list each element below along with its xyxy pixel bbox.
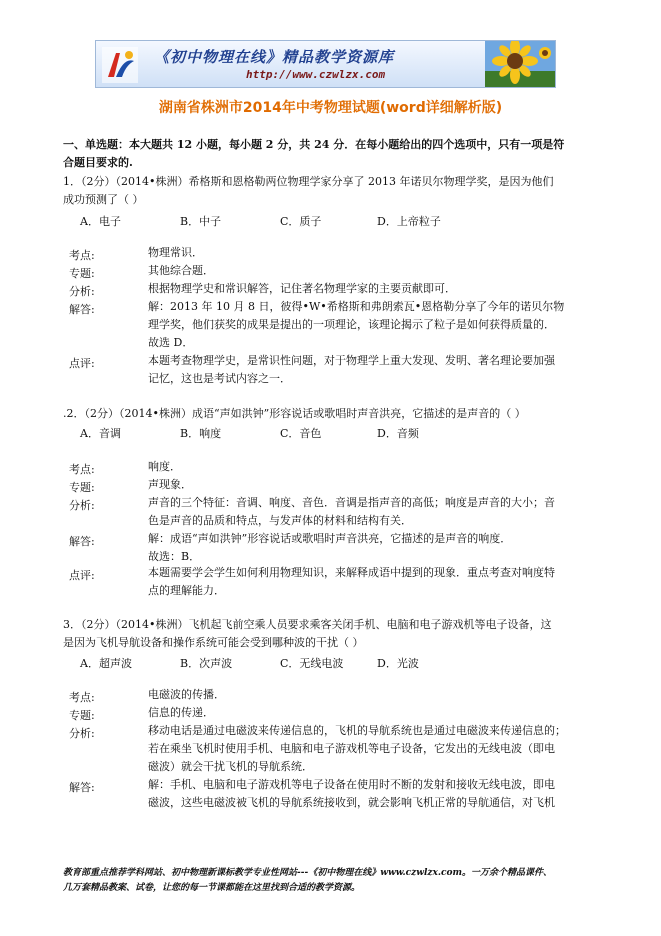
q1-option-d: D．上帝粒子	[377, 215, 441, 228]
q3-zhuanti-label: 专题:	[69, 709, 95, 722]
header-banner	[95, 40, 556, 88]
q3-zhuanti: 信息的传递．	[148, 706, 214, 719]
q2-option-c: C．音色	[280, 427, 322, 440]
q3-option-c: C．无线电波	[280, 657, 344, 670]
q1-fenxi-label: 分析:	[69, 285, 95, 298]
q1-jieda-line2: 理学奖，他们获奖的成果是提出的一项理论，该理论揭示了粒子是如何获得质量的．	[148, 318, 555, 331]
q2-dianping-label: 点评:	[69, 569, 95, 582]
q2-fenxi-line1: 声音的三个特征：音调、响度、音色．音调是指声音的高低；响度是声音的大小；音	[148, 496, 555, 509]
q1-zhuanti-label: 专题:	[69, 267, 95, 280]
footer-line2: 几万套精品教案、试卷，让您的每一节课都能在这里找到合适的教学资源。	[63, 883, 361, 893]
q1-zhuanti: 其他综合题．	[148, 264, 214, 277]
site-logo-icon	[102, 47, 138, 83]
q1-jieda-line1: 解：2013 年 10 月 8 日，彼得•W•希格斯和弗朗索瓦•恩格勒分享了今年的诺贝尔物	[148, 300, 565, 313]
q1-jieda-line3: 故选 D．	[148, 336, 194, 349]
q2-zhuanti: 声现象．	[148, 478, 192, 491]
q2-option-a: A．音调	[80, 427, 121, 440]
q3-jieda-line1: 解：手机、电脑和电子游戏机等电子设备在使用时不断的发射和接收无线电波，即电	[148, 778, 555, 791]
q2-kaodian: 响度．	[148, 460, 181, 473]
q2-fenxi-line2: 色是声音的品质和特点，与发声体的材料和结构有关．	[148, 514, 412, 527]
q1-kaodian: 物理常识．	[148, 246, 203, 259]
q3-fenxi-line2: 若在乘坐飞机时使用手机、电脑和电子游戏机等电子设备，它发出的无线电波（即电	[148, 742, 555, 755]
q1-stem-line1: 1．（2分）（2014•株洲）希格斯和恩格勒两位物理学家分享了 2013 年诺贝尔物理学奖，是因为他们	[63, 175, 554, 188]
q3-jieda-label: 解答:	[69, 781, 95, 794]
q3-stem-line1: 3．（2分）（2014•株洲）飞机起飞前空乘人员要求乘客关闭手机、电脑和电子游戏机等电子设备，这	[63, 618, 552, 631]
q3-option-d: D．光波	[377, 657, 419, 670]
q2-zhuanti-label: 专题:	[69, 481, 95, 494]
page-footer	[63, 866, 552, 896]
q2-dianping-line1: 本题需要学会学生如何利用物理知识，来解释成语中提到的现象．重点考查对响度特	[148, 566, 555, 579]
q2-option-b: B．响度	[180, 427, 222, 440]
q2-fenxi-label: 分析:	[69, 499, 95, 512]
q2-kaodian-label: 考点:	[69, 463, 95, 476]
q2-dianping-line2: 点的理解能力．	[148, 584, 225, 597]
q3-stem-line2: 是因为飞机导航设备和操作系统可能会受到哪种波的干扰（ ）	[63, 636, 364, 649]
q3-kaodian: 电磁波的传播．	[148, 688, 225, 701]
q1-kaodian-label: 考点:	[69, 249, 95, 262]
sunflower-icon	[485, 41, 555, 87]
q2-jieda-label: 解答:	[69, 535, 95, 548]
q2-jieda-line1: 解：成语“声如洪钟”形容说话或歌唱时声音洪亮，它描述的是声音的响度．	[148, 532, 512, 545]
section-heading-line1: 一、单选题：本大题共 12 小题，每小题 2 分，共 24 分．在每小题给出的四个选项中，只有一项是符	[63, 138, 565, 151]
q2-stem: .2．（2分）（2014•株洲）成语“声如洪钟”形容说话或歌唱时声音洪亮，它描述的是声音的（ ）	[63, 407, 526, 420]
q3-kaodian-label: 考点:	[69, 691, 95, 704]
q3-jieda-line2: 磁波，这些电磁波被飞机的导航系统接收到，就会影响飞机正常的导航通信，对飞机	[148, 796, 555, 809]
q3-fenxi-label: 分析:	[69, 727, 95, 740]
q1-dianping-line2: 记忆，这也是考试内容之一．	[148, 372, 291, 385]
q1-dianping-label: 点评:	[69, 357, 95, 370]
section-heading-line2: 合题目要求的.	[63, 156, 133, 169]
document-title: 湖南省株洲市2014年中考物理试题(word详细解析版)	[158, 100, 503, 116]
q3-option-a: A．超声波	[80, 657, 132, 670]
q3-option-b: B．次声波	[180, 657, 233, 670]
q1-dianping-line1: 本题考查物理学史，是常识性问题，对于物理学上重大发现、发明、著名理论要加强	[148, 354, 555, 367]
q2-jieda-line2: 故选：B．	[148, 550, 201, 563]
q1-jieda-label: 解答:	[69, 303, 95, 316]
q3-fenxi-line1: 移动电话是通过电磁波来传递信息的，飞机的导航系统也是通过电磁波来传递信息的；	[148, 724, 566, 737]
q2-option-d: D．音频	[377, 427, 419, 440]
banner-url: http://www.czwlzx.com	[246, 68, 386, 81]
q1-fenxi: 根据物理学史和常识解答，记住著名物理学家的主要贡献即可．	[148, 282, 456, 295]
q1-stem-line2: 成功预测了（ ）	[63, 193, 144, 206]
q1-option-c: C．质子	[280, 215, 322, 228]
q1-option-b: B．中子	[180, 215, 222, 228]
banner-title: 《初中物理在线》精品教学资源库	[154, 48, 395, 66]
footer-line1: 教育部重点推荐学科网站、初中物理新课标教学专业性网站---《初中物理在线》www.czwlzx.com。一万余个精品课件、	[63, 868, 553, 878]
q1-option-a: A．电子	[80, 215, 121, 228]
q3-fenxi-line3: 磁波）就会干扰飞机的导航系统．	[148, 760, 313, 773]
